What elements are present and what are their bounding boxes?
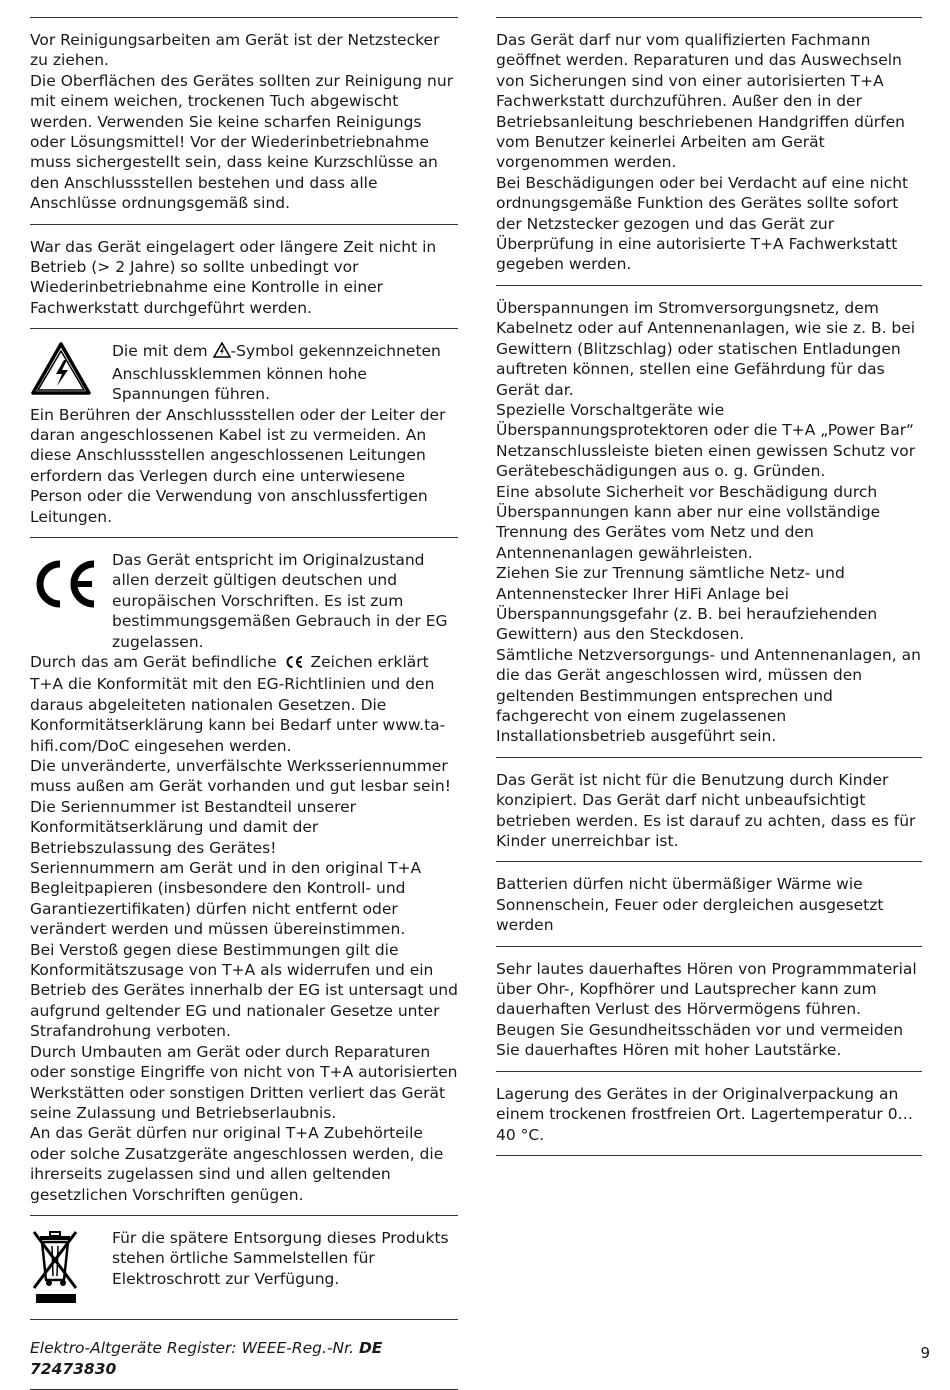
weee-register-label: Elektro-Altgeräte Register: WEEE-Reg.-Nr. (30, 1339, 359, 1358)
voltage-intro-after: -Symbol gekennzeichneten Anschlussklemmen können hohe Spannungen führen. (112, 342, 441, 404)
packaging-text: Lagerung des Gerätes in der Originalverpackung an einem trockenen frostfreien Ort. Lagertemperatur 0…40 °C. (496, 1084, 914, 1144)
ce-modification-text: Durch Umbauten am Gerät oder durch Reparaturen oder sonstige Eingriffe von nicht von T+A autorisierten Werkstätten oder sonstigen Dritten verliert das Gerät seine Zulassung und Betriebserlaubnis. (30, 1042, 458, 1122)
cleaning-unplug-text: Vor Reinigungsarbeiten am Gerät ist der Netzstecker zu ziehen. (30, 31, 440, 70)
ce-mark-icon (30, 550, 112, 615)
ce-violation-text: Bei Verstoß gegen diese Bestimmungen gilt die Konformitätszusage von T+A als widerrufen und ein Betrieb des Gerätes innerhalb der EG ist untersagt und aufgrund geltender EG und nationaler Gesetze unter Strafandrohung verboten. (30, 940, 458, 1041)
right-column (496, 17, 922, 1156)
left-column (30, 17, 458, 1390)
ce-documents-text: Seriennummern am Gerät und in den original T+A Begleitpapieren (insbesondere den Kontroll- und Garantiezertifikaten) dürfen nicht entfernt oder verändert werden und müssen übereinstimmen. (30, 859, 422, 939)
inline-warning-icon (213, 342, 231, 363)
weee-crossed-bin-icon (30, 1228, 112, 1309)
surge-unplug-text: Ziehen Sie zur Trennung sämtliche Netz- und Antennenstecker Ihrer HiFi Anlage bei Überspannungsgefahr (z. B. bei heraufziehenden Gewittern) aus den Steckdosen. (496, 564, 878, 644)
hearing-text: Sehr lautes dauerhaftes Hören von Programmmaterial über Ohr-, Kopfhörer und Lautsprecher kann zum dauerhaften Verlust des Hörvermögens führen. Beugen Sie Gesundheitsschäden vor und vermeiden Sie dauerhaftes Hören mit hoher Lautstärke. (496, 959, 917, 1060)
disposal-text: Für die spätere Entsorgung dieses Produkts stehen örtliche Sammelstellen für Elektroschrott zur Verfügung. (112, 1228, 449, 1288)
disposal-section (30, 1215, 458, 1319)
surge-separation-text: Eine absolute Sicherheit vor Beschädigung durch Überspannungen kann aber nur eine vollständige Trennung des Gerätes vom Netz und den Antennenanlagen gewährleisten. (496, 482, 881, 562)
ce-conformity-after: Zeichen erklärt T+A die Konformität mit den EG-Richtlinien und den daraus abgeleiteten nationalen Gesetzen. Die Konformitätserklärung kann bei Bedarf unter www.ta-hifi.com/DoC eingesehen werden. (30, 652, 446, 755)
weee-register (30, 1319, 458, 1390)
cleaning-section (30, 17, 458, 224)
surge-section (496, 285, 922, 757)
voltage-body-text: Ein Berühren der Anschlussstellen oder der Leiter der daran angeschlossenen Kabel ist zu vermeiden. An diese Anschlussstellen angeschlossenen Leitungen erfordern das Verlegen durch eine unterwiesene Person oder die Verwendung von anschlussfertigen Leitungen. (30, 405, 446, 526)
batteries-text: Batterien dürfen nicht übermäßiger Wärme wie Sonnenschein, Feuer oder dergleichen ausgesetzt werden (496, 875, 884, 935)
storage-check-text: War das Gerät eingelagert oder längere Zeit nicht in Betrieb (> 2 Jahre) so sollte unbedingt vor Wiederinbetriebnahme eine Kontrolle in einer Fachwerkstatt durchgeführt werden. (30, 237, 437, 317)
cleaning-instructions-text: Die Oberflächen des Gerätes sollten zur Reinigung nur mit einem weichen, trockenen Tuch abgewischt werden. Verwenden Sie keine scharfen Reinigungs oder Lösungsmittel! Vor der Wiederinbetriebnahme muss sichergestellt sein, dass keine Kurzschlüsse an den Anschlussstellen bestehen und dass alle Anschlüsse ordnungsgemäß sind. (30, 71, 454, 213)
surge-installation-text: Sämtliche Netzversorgungs- und Antennenanlagen, an die das Gerät angeschlossen wird, müssen den geltenden Bestimmungen entsprechen und fachgerecht von einem zugelassenen Installationsbetrieb ausgeführt sein. (496, 645, 921, 746)
ce-serial-text: Die unveränderte, unverfälschte Werksseriennummer muss außen am Gerät vorhanden und gut lesbar sein! Die Seriennummer ist Bestandteil unserer Konformitätserklärung und damit der Betriebszulassung des Gerätes! (30, 757, 451, 857)
repair-section (496, 17, 922, 285)
high-voltage-section (30, 328, 458, 537)
children-text: Das Gerät ist nicht für die Benutzung durch Kinder konzipiert. Das Gerät darf nicht unbeaufsichtigt betrieben werden. Es ist darauf zu achten, dass es für Kinder unerreichbar ist. (496, 770, 916, 851)
inline-ce-icon (284, 654, 304, 674)
hearing-section (496, 946, 922, 1071)
ce-conformity-text (30, 652, 458, 756)
children-section (496, 757, 922, 862)
repair-qualified-text: Das Gerät darf nur vom qualifizierten Fachmann geöffnet werden. Reparaturen und das Auswechseln von Sicherungen sind von einer autorisierten T+A Fachwerkstatt durchzuführen. Außer den in der Betriebsanleitung beschriebenen Handgriffen dürfen vom Benutzer keinerlei Arbeiten am Gerät vorgenommen werden. (496, 31, 905, 172)
ce-accessories-text: An das Gerät dürfen nur original T+A Zubehörteile oder solche Zusatzgeräte angeschlossen werden, die ihrerseits zugelassen sind und allen geltenden gesetzlichen Vorschriften genügen. (30, 1124, 444, 1204)
ce-conformity-section (30, 537, 458, 1215)
weee-register-number: DE 72473830 (30, 1339, 383, 1378)
surge-protectors-text: Spezielle Vorschaltgeräte wie Überspannungsprotektoren oder die T+A „Power Bar“ Netzanschlussleiste bieten einen gewissen Schutz vor Gerätebeschädigungen aus o. g. Gründen. (496, 400, 916, 481)
repair-damage-text: Bei Beschädigungen oder bei Verdacht auf eine nicht ordnungsgemäße Funktion des Gerätes sollte sofort der Netzstecker gezogen und das Gerät zur Überprüfung in eine autorisierte T+A Fachwerkstatt gegeben werden. (496, 173, 909, 274)
batteries-section (496, 861, 922, 945)
ce-intro-text: Das Gerät entspricht im Originalzustand allen derzeit gültigen deutschen und europäischen Vorschriften. Es ist zum bestimmungsgemäßen Gebrauch in der EG zugelassen. (112, 550, 448, 651)
voltage-intro-before: Die mit dem (112, 342, 213, 361)
ce-conformity-before: Durch das am Gerät befindliche (30, 652, 282, 671)
packaging-section (496, 1071, 922, 1156)
surge-danger-text: Überspannungen im Stromversorgungsnetz, dem Kabelnetz oder auf Antennenanlagen, wie sie z. B. bei Gewittern (Blitzschlag) oder statischen Entladungen auftreten können, stellen eine Gefährdung für das Gerät dar. (496, 298, 916, 399)
page-number: 9 (920, 1343, 930, 1362)
high-voltage-warning-icon (30, 341, 112, 402)
storage-check-section (30, 224, 458, 329)
